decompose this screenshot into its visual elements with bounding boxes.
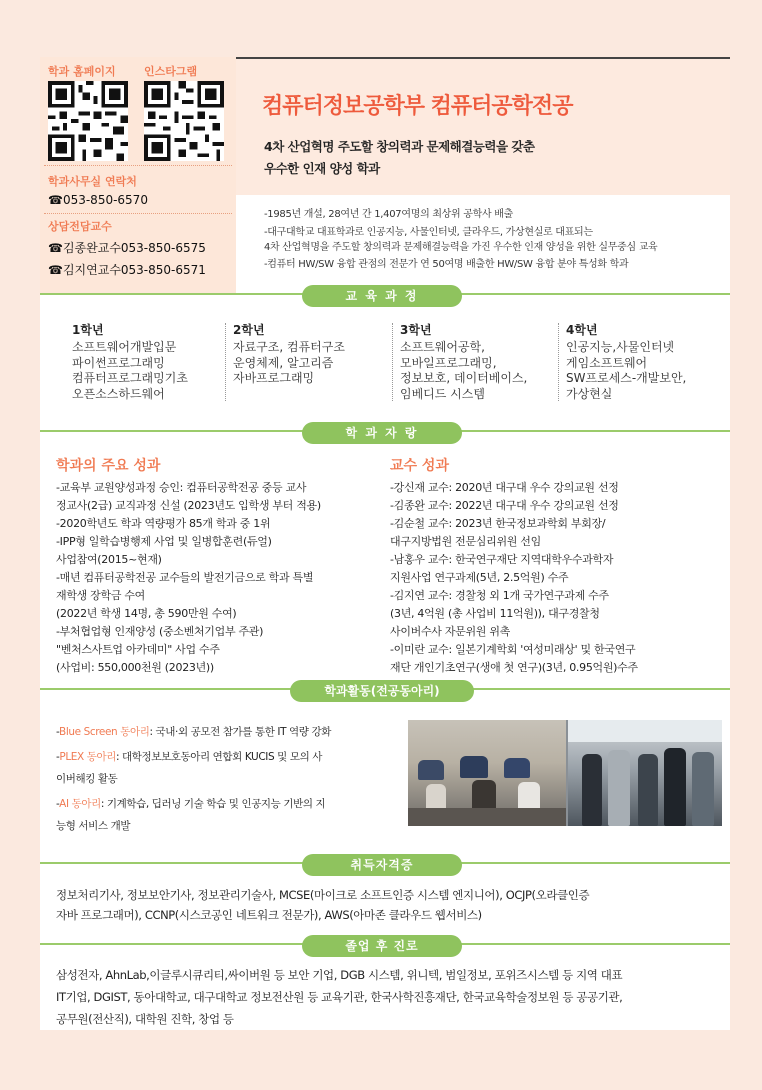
course-item: 소프트웨어개발입문 <box>72 340 177 354</box>
achievement-line: 사업참여(2015~현재) <box>56 553 162 566</box>
course-item: 소프트웨어공학, <box>400 340 485 354</box>
section-pride-label: 학 과 자 랑 <box>302 422 462 444</box>
course-item: 정보보호, 데이터베이스, <box>400 371 528 385</box>
course-item: SW프로세스-개발보안, <box>566 371 687 385</box>
section-cert-label: 취득자격증 <box>302 854 462 876</box>
achievement-line: (2022년 학생 14명, 총 590만원 수여) <box>56 607 237 620</box>
section-club <box>40 680 730 698</box>
course-item: 모바일프로그래밍, <box>400 355 497 370</box>
section-club-label: 학과활동(전공동아리) <box>290 680 474 702</box>
cert-line: 정보처리기사, 정보보안기사, 정보관리기술사, MCSE(마이크로 소프트인증 시스템 엔지니어), OCJP(오라클인증 <box>56 888 590 902</box>
course-item: 인공지능,사물인터넷 <box>566 340 675 354</box>
year-label: 2학년 <box>233 323 265 337</box>
page-subtitle-1: 4차 산업혁명 주도할 창의력과 문제해결능력을 갖춘 <box>264 139 535 154</box>
achievement-line: -IPP형 일학습병행제 사업 및 일병합훈련(듀얼) <box>56 535 272 548</box>
club-name: Blue Screen 동아리 <box>59 726 150 738</box>
achievement-line: -강신재 교수: 2020년 대구대 우수 강의교원 선정 <box>390 481 619 494</box>
section-career <box>40 935 730 953</box>
course-item: 자료구조, 컴퓨터구조 <box>233 340 345 354</box>
curriculum-year-3 <box>400 321 550 402</box>
section-curriculum <box>40 285 730 303</box>
section-pride <box>40 422 730 440</box>
year-label: 3학년 <box>400 323 432 337</box>
instagram-qr-code[interactable] <box>144 81 224 161</box>
club-name: AI 동아리 <box>59 798 101 810</box>
achievement-line: -남홍우 교수: 한국연구재단 지역대학우수과학자 <box>390 553 614 566</box>
year-label: 1학년 <box>72 323 104 337</box>
instagram-qr-label: 인스타그램 <box>144 65 198 78</box>
course-item: 운영체제, 알고리즘 <box>233 355 334 370</box>
intro-line: -1985년 개설, 28여년 간 1,407여명의 최상위 공학사 배출 <box>264 209 513 220</box>
course-item: 파이썬프로그래밍 <box>72 355 165 370</box>
page-title: 컴퓨터정보공학부 컴퓨터공학전공 <box>262 94 573 119</box>
career-line: IT기업, DGIST, 동아대학교, 대구대학교 정보전산원 등 교육기관, 한국사학진흥재단, 한국교육학술정보원 등 공공기관, <box>56 990 623 1004</box>
achievement-line: "벤처스사트업 아카데미" 사업 수주 <box>56 643 220 656</box>
brochure-page <box>40 57 730 1030</box>
club-blue-screen: -Blue Screen 동아리: 국내·외 공모전 참가를 통한 IT 역량 강화 <box>56 726 331 738</box>
achievement-line: -매년 컴퓨터공학전공 교수들의 발전기금으로 학과 특별 <box>56 571 314 584</box>
achievement-line: -김종완 교수: 2022년 대구대 우수 강의교원 선정 <box>390 499 619 512</box>
curriculum-year-1 <box>72 321 222 402</box>
club-activity-photo <box>408 720 722 826</box>
club-ai: -AI 동아리: 기계학습, 딥러닝 기술 학습 및 인공지능 기반의 지 <box>56 798 326 810</box>
homepage-qr-label: 학과 홈페이지 <box>48 65 116 78</box>
achievement-line: -부처협업형 인재양성 (중소벤처기업부 주관) <box>56 625 264 638</box>
achievement-line: (사업비: 550,000천원 (2023년)) <box>56 661 214 674</box>
achievement-line: 사이버수사 자문위원 위촉 <box>390 625 510 638</box>
career-line: 공무원(전산직), 대학원 진학, 창업 등 <box>56 1012 234 1026</box>
counselor-phone-1[interactable]: ☎김종완교수053-850-6575 <box>48 241 206 255</box>
dept-achievements-title: 학과의 주요 성과 <box>56 458 161 474</box>
counselor-phone-2[interactable]: ☎김지연교수053-850-6571 <box>48 263 206 277</box>
achievement-line: -교육부 교원양성과정 승인: 컴퓨터공학전공 중등 교사 <box>56 481 307 494</box>
achievement-line: -2020학년도 학과 역량평가 85개 학과 중 1위 <box>56 517 271 530</box>
achievement-line: 정교사(2급) 교직과정 신설 (2023년도 입학생 부터 적용) <box>56 499 321 512</box>
contact-panel <box>40 57 236 295</box>
course-item: 오픈소스하드웨어 <box>72 386 165 401</box>
club-plex: -PLEX 동아리: 대학정보보호동아리 연합회 KUCIS 및 모의 사 <box>56 751 323 763</box>
course-item: 임베디드 시스템 <box>400 386 485 401</box>
intro-line: -컴퓨터 HW/SW 융합 관점의 전문가 연 50여명 배출한 HW/SW 융합 분야 특성화 학과 <box>264 259 629 270</box>
section-career-label: 졸업 후 진로 <box>302 935 462 957</box>
achievement-line: 재학생 장학금 수여 <box>56 589 146 602</box>
header <box>236 57 730 195</box>
intro-block <box>236 195 730 295</box>
homepage-qr-code[interactable] <box>48 81 128 161</box>
achievement-line: -김순철 교수: 2023년 한국정보과학회 부회장/ <box>390 517 606 530</box>
cert-list <box>56 885 720 925</box>
section-cert <box>40 854 730 872</box>
achievement-line: -김지연 교수: 경찰청 외 1개 국가연구과제 수주 <box>390 589 609 602</box>
counselor-title: 상담전담교수 <box>48 220 112 233</box>
office-phone[interactable]: ☎053-850-6570 <box>48 193 148 207</box>
achievement-line: (3년, 4억원 (총 사업비 11억원)), 대구경찰청 <box>390 607 600 620</box>
cert-line: 자바 프로그래머), CCNP(시스코공인 네트워크 전문가), AWS(아마존 클라우드 웹서비스) <box>56 908 482 922</box>
achievement-line: -이미란 교수: 일본기계학회 '여성미래상' 및 한국연구 <box>390 643 636 656</box>
prof-achievements-title: 교수 성과 <box>390 458 449 474</box>
course-item: 자바프로그래밍 <box>233 371 315 385</box>
curriculum-year-2 <box>233 321 383 387</box>
course-item: 게임소프트웨어 <box>566 355 648 370</box>
course-item: 컴퓨터프로그래밍기초 <box>72 371 188 385</box>
year-label: 4학년 <box>566 323 598 337</box>
achievement-line: 재단 개인기초연구(생애 첫 연구)(3년, 0.95억원)수주 <box>390 661 638 674</box>
club-ai-cont: 능형 서비스 개발 <box>56 820 131 832</box>
career-list <box>56 964 720 1030</box>
page-subtitle-2: 우수한 인재 양성 학과 <box>264 161 380 176</box>
career-line: 삼성전자, AhnLab,이글루시큐리티,싸이버원 등 보안 기업, DGB 시스템, 위니텍, 범일정보, 포위즈시스템 등 지역 대표 <box>56 968 623 982</box>
intro-line: -대구대학교 대표학과로 인공지능, 사물인터넷, 클라우드, 가상현실로 대표되는 <box>264 227 593 238</box>
club-name: PLEX 동아리 <box>59 751 116 763</box>
club-plex-cont: 이버해킹 활동 <box>56 773 118 785</box>
achievement-line: 지원사업 연구과제(5년, 2.5억원) 수주 <box>390 571 569 584</box>
achievement-line: 대구지방법원 전문심리위원 선임 <box>390 535 541 548</box>
course-item: 가상현실 <box>566 386 613 401</box>
intro-line: 4차 산업혁명을 주도할 창의력과 문제해결능력을 가진 우수한 인재 양성을 위한 실무중심 교육 <box>264 242 658 253</box>
office-contact-title: 학과사무실 연락처 <box>48 175 137 188</box>
section-curriculum-label: 교 육 과 정 <box>302 285 462 307</box>
curriculum-year-4 <box>566 321 716 402</box>
